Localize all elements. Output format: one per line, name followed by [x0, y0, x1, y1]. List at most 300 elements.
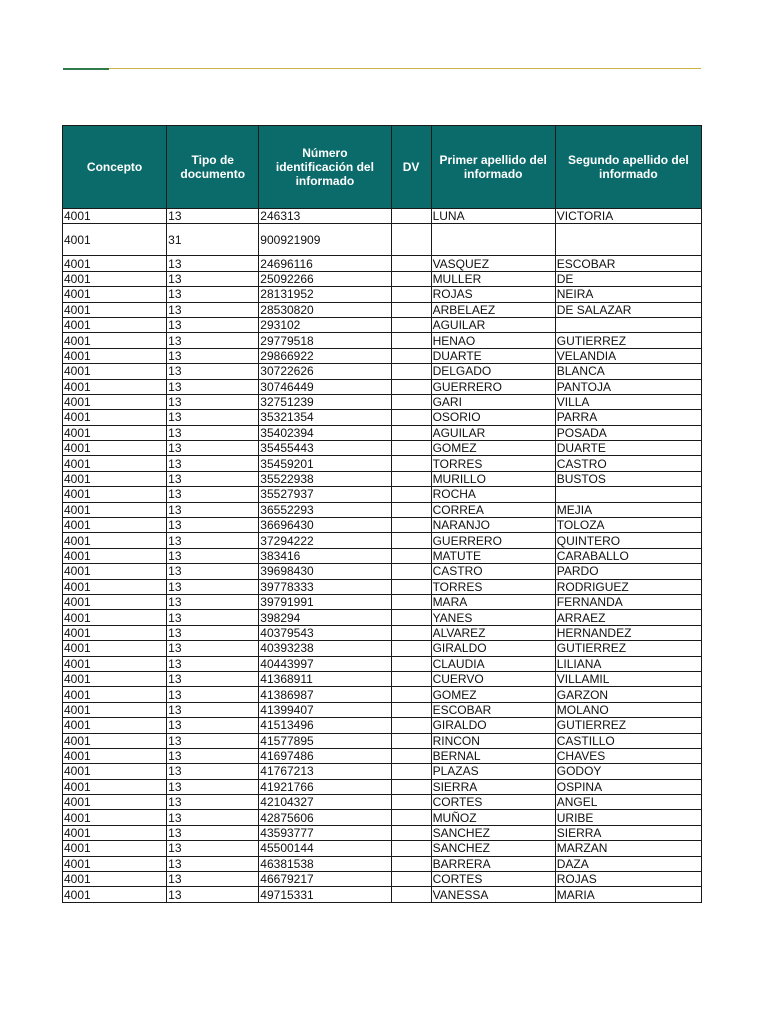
table-row [63, 733, 702, 748]
cell-segundo-apellido: CASTILLO [555, 733, 701, 748]
cell-numero-identificacion: 383416 [259, 548, 391, 563]
table-row [63, 209, 702, 224]
cell-concepto: 4001 [63, 441, 167, 456]
cell-numero-identificacion: 293102 [259, 317, 391, 332]
cell-numero-identificacion: 35455443 [259, 441, 391, 456]
cell-primer-apellido: GARI [431, 394, 555, 409]
cell-segundo-apellido: PARDO [555, 564, 701, 579]
cell-primer-apellido: GUERRERO [431, 533, 555, 548]
cell-tipo-documento: 13 [167, 887, 259, 902]
table-body [63, 209, 702, 903]
cell-concepto: 4001 [63, 625, 167, 640]
cell-primer-apellido: ARBELAEZ [431, 302, 555, 317]
cell-dv [391, 209, 431, 224]
cell-primer-apellido: NARANJO [431, 518, 555, 533]
cell-numero-identificacion: 29779518 [259, 333, 391, 348]
cell-tipo-documento: 13 [167, 533, 259, 548]
cell-segundo-apellido: LILIANA [555, 656, 701, 671]
cell-tipo-documento: 13 [167, 287, 259, 302]
cell-dv [391, 748, 431, 763]
cell-primer-apellido: TORRES [431, 579, 555, 594]
table-row [63, 718, 702, 733]
header-segundo-apellido: Segundo apellido del informado [555, 126, 701, 209]
cell-numero-identificacion: 35321354 [259, 410, 391, 425]
cell-concepto: 4001 [63, 887, 167, 902]
cell-concepto: 4001 [63, 841, 167, 856]
table-row [63, 856, 702, 871]
cell-tipo-documento: 13 [167, 702, 259, 717]
cell-segundo-apellido: POSADA [555, 425, 701, 440]
cell-concepto: 4001 [63, 533, 167, 548]
cell-dv [391, 764, 431, 779]
cell-numero-identificacion: 45500144 [259, 841, 391, 856]
cell-tipo-documento: 13 [167, 394, 259, 409]
table-row [63, 394, 702, 409]
table-row [63, 872, 702, 887]
cell-dv [391, 302, 431, 317]
table-row [63, 564, 702, 579]
cell-dv [391, 733, 431, 748]
cell-concepto: 4001 [63, 825, 167, 840]
cell-tipo-documento: 13 [167, 364, 259, 379]
cell-numero-identificacion: 41368911 [259, 671, 391, 686]
table-row [63, 379, 702, 394]
cell-segundo-apellido: GUTIERREZ [555, 718, 701, 733]
cell-primer-apellido: BERNAL [431, 748, 555, 763]
header-dv: DV [391, 126, 431, 209]
table-row [63, 671, 702, 686]
cell-dv [391, 810, 431, 825]
cell-numero-identificacion: 42875606 [259, 810, 391, 825]
cell-concepto: 4001 [63, 379, 167, 394]
cell-tipo-documento: 13 [167, 779, 259, 794]
cell-concepto: 4001 [63, 656, 167, 671]
cell-tipo-documento: 13 [167, 333, 259, 348]
cell-numero-identificacion: 41386987 [259, 687, 391, 702]
cell-numero-identificacion: 49715331 [259, 887, 391, 902]
table-row [63, 518, 702, 533]
cell-primer-apellido: DELGADO [431, 364, 555, 379]
cell-numero-identificacion: 41697486 [259, 748, 391, 763]
cell-tipo-documento: 13 [167, 718, 259, 733]
cell-primer-apellido: ROCHA [431, 487, 555, 502]
cell-dv [391, 579, 431, 594]
cell-segundo-apellido: MARZAN [555, 841, 701, 856]
cell-primer-apellido: MARA [431, 594, 555, 609]
cell-primer-apellido: ESCOBAR [431, 702, 555, 717]
cell-tipo-documento: 13 [167, 564, 259, 579]
cell-primer-apellido: HENAO [431, 333, 555, 348]
cell-dv [391, 625, 431, 640]
cell-primer-apellido: MATUTE [431, 548, 555, 563]
cell-segundo-apellido: CASTRO [555, 456, 701, 471]
cell-dv [391, 256, 431, 271]
cell-concepto: 4001 [63, 718, 167, 733]
cell-numero-identificacion: 30722626 [259, 364, 391, 379]
cell-primer-apellido: ROJAS [431, 287, 555, 302]
cell-tipo-documento: 13 [167, 625, 259, 640]
cell-concepto: 4001 [63, 209, 167, 224]
cell-dv [391, 610, 431, 625]
cell-concepto: 4001 [63, 671, 167, 686]
cell-concepto: 4001 [63, 348, 167, 363]
cell-primer-apellido: MUÑOZ [431, 810, 555, 825]
cell-primer-apellido: MURILLO [431, 471, 555, 486]
cell-numero-identificacion: 25092266 [259, 271, 391, 286]
cell-tipo-documento: 13 [167, 641, 259, 656]
cell-dv [391, 594, 431, 609]
cell-segundo-apellido: MARIA [555, 887, 701, 902]
cell-tipo-documento: 13 [167, 317, 259, 332]
cell-segundo-apellido: VELANDIA [555, 348, 701, 363]
cell-dv [391, 795, 431, 810]
table-row [63, 748, 702, 763]
header-tipo-documento: Tipo de documento [167, 126, 259, 209]
table-row [63, 302, 702, 317]
cell-segundo-apellido: QUINTERO [555, 533, 701, 548]
cell-numero-identificacion: 46381538 [259, 856, 391, 871]
table-row [63, 471, 702, 486]
cell-concepto: 4001 [63, 224, 167, 256]
cell-numero-identificacion: 35527937 [259, 487, 391, 502]
table-header-row [63, 126, 702, 209]
cell-dv [391, 841, 431, 856]
cell-numero-identificacion: 36696430 [259, 518, 391, 533]
cell-concepto: 4001 [63, 856, 167, 871]
cell-segundo-apellido: RODRIGUEZ [555, 579, 701, 594]
cell-dv [391, 687, 431, 702]
cell-segundo-apellido [555, 317, 701, 332]
cell-segundo-apellido: TOLOZA [555, 518, 701, 533]
cell-concepto: 4001 [63, 518, 167, 533]
cell-dv [391, 779, 431, 794]
cell-primer-apellido: SANCHEZ [431, 825, 555, 840]
table-row [63, 548, 702, 563]
cell-segundo-apellido: ESCOBAR [555, 256, 701, 271]
cell-segundo-apellido: GUTIERREZ [555, 333, 701, 348]
cell-concepto: 4001 [63, 394, 167, 409]
cell-tipo-documento: 13 [167, 795, 259, 810]
cell-concepto: 4001 [63, 579, 167, 594]
table-row [63, 579, 702, 594]
cell-dv [391, 287, 431, 302]
cell-tipo-documento: 13 [167, 748, 259, 763]
cell-primer-apellido: CUERVO [431, 671, 555, 686]
table-row [63, 764, 702, 779]
table-row [63, 625, 702, 640]
cell-primer-apellido: ALVAREZ [431, 625, 555, 640]
cell-tipo-documento: 13 [167, 410, 259, 425]
cell-primer-apellido: YANES [431, 610, 555, 625]
cell-segundo-apellido: FERNANDA [555, 594, 701, 609]
table-row [63, 364, 702, 379]
cell-segundo-apellido: MEJIA [555, 502, 701, 517]
cell-segundo-apellido: GUTIERREZ [555, 641, 701, 656]
cell-concepto: 4001 [63, 317, 167, 332]
cell-concepto: 4001 [63, 287, 167, 302]
cell-concepto: 4001 [63, 256, 167, 271]
cell-primer-apellido [431, 224, 555, 256]
cell-tipo-documento: 13 [167, 687, 259, 702]
cell-primer-apellido: CASTRO [431, 564, 555, 579]
cell-primer-apellido: OSORIO [431, 410, 555, 425]
cell-tipo-documento: 13 [167, 256, 259, 271]
cell-numero-identificacion: 40379543 [259, 625, 391, 640]
cell-dv [391, 518, 431, 533]
cell-segundo-apellido: URIBE [555, 810, 701, 825]
table-row [63, 795, 702, 810]
cell-numero-identificacion: 246313 [259, 209, 391, 224]
table-row [63, 810, 702, 825]
cell-numero-identificacion: 41399407 [259, 702, 391, 717]
cell-segundo-apellido: BLANCA [555, 364, 701, 379]
cell-concepto: 4001 [63, 333, 167, 348]
cell-primer-apellido: MULLER [431, 271, 555, 286]
table-row [63, 317, 702, 332]
table-row [63, 533, 702, 548]
cell-tipo-documento: 13 [167, 733, 259, 748]
cell-concepto: 4001 [63, 687, 167, 702]
cell-primer-apellido: TORRES [431, 456, 555, 471]
cell-tipo-documento: 13 [167, 671, 259, 686]
cell-concepto: 4001 [63, 364, 167, 379]
header-concepto: Concepto [63, 126, 167, 209]
cell-dv [391, 702, 431, 717]
cell-numero-identificacion: 28530820 [259, 302, 391, 317]
cell-concepto: 4001 [63, 748, 167, 763]
table-row [63, 887, 702, 902]
cell-segundo-apellido: GARZON [555, 687, 701, 702]
table-row [63, 841, 702, 856]
table-row [63, 487, 702, 502]
table-row [63, 271, 702, 286]
cell-dv [391, 718, 431, 733]
table-row [63, 348, 702, 363]
cell-segundo-apellido: MOLANO [555, 702, 701, 717]
cell-segundo-apellido: OSPINA [555, 779, 701, 794]
cell-segundo-apellido: NEIRA [555, 287, 701, 302]
cell-tipo-documento: 13 [167, 856, 259, 871]
cell-concepto: 4001 [63, 733, 167, 748]
cell-segundo-apellido: VILLA [555, 394, 701, 409]
cell-tipo-documento: 13 [167, 841, 259, 856]
cell-tipo-documento: 13 [167, 579, 259, 594]
table-row [63, 287, 702, 302]
cell-numero-identificacion: 29866922 [259, 348, 391, 363]
cell-numero-identificacion: 40443997 [259, 656, 391, 671]
cell-segundo-apellido: CHAVES [555, 748, 701, 763]
table-row [63, 779, 702, 794]
cell-tipo-documento: 13 [167, 825, 259, 840]
cell-numero-identificacion: 900921909 [259, 224, 391, 256]
table-row [63, 333, 702, 348]
cell-primer-apellido: GIRALDO [431, 641, 555, 656]
cell-concepto: 4001 [63, 564, 167, 579]
cell-concepto: 4001 [63, 471, 167, 486]
cell-primer-apellido: CLAUDIA [431, 656, 555, 671]
cell-numero-identificacion: 35522938 [259, 471, 391, 486]
table-row [63, 425, 702, 440]
cell-tipo-documento: 13 [167, 548, 259, 563]
cell-numero-identificacion: 35459201 [259, 456, 391, 471]
cell-primer-apellido: GUERRERO [431, 379, 555, 394]
cell-tipo-documento: 13 [167, 441, 259, 456]
top-divider [63, 68, 701, 69]
cell-dv [391, 825, 431, 840]
cell-numero-identificacion: 46679217 [259, 872, 391, 887]
cell-numero-identificacion: 41513496 [259, 718, 391, 733]
cell-segundo-apellido: PANTOJA [555, 379, 701, 394]
cell-tipo-documento: 13 [167, 610, 259, 625]
cell-tipo-documento: 13 [167, 502, 259, 517]
cell-primer-apellido: CORTES [431, 795, 555, 810]
cell-segundo-apellido: DE SALAZAR [555, 302, 701, 317]
cell-tipo-documento: 13 [167, 209, 259, 224]
table-row [63, 456, 702, 471]
cell-segundo-apellido: PARRA [555, 410, 701, 425]
cell-dv [391, 333, 431, 348]
cell-numero-identificacion: 39778333 [259, 579, 391, 594]
cell-concepto: 4001 [63, 502, 167, 517]
cell-primer-apellido: RINCON [431, 733, 555, 748]
cell-numero-identificacion: 28131952 [259, 287, 391, 302]
cell-primer-apellido: LUNA [431, 209, 555, 224]
table-row [63, 256, 702, 271]
top-divider-accent [63, 68, 109, 70]
cell-tipo-documento: 13 [167, 379, 259, 394]
cell-concepto: 4001 [63, 810, 167, 825]
cell-dv [391, 656, 431, 671]
cell-dv [391, 548, 431, 563]
cell-segundo-apellido: GODOY [555, 764, 701, 779]
cell-tipo-documento: 31 [167, 224, 259, 256]
cell-dv [391, 564, 431, 579]
cell-concepto: 4001 [63, 456, 167, 471]
cell-dv [391, 671, 431, 686]
cell-dv [391, 224, 431, 256]
cell-numero-identificacion: 37294222 [259, 533, 391, 548]
cell-segundo-apellido: ROJAS [555, 872, 701, 887]
table-row [63, 702, 702, 717]
cell-numero-identificacion: 30746449 [259, 379, 391, 394]
cell-tipo-documento: 13 [167, 872, 259, 887]
cell-numero-identificacion: 41767213 [259, 764, 391, 779]
cell-segundo-apellido [555, 224, 701, 256]
cell-numero-identificacion: 42104327 [259, 795, 391, 810]
cell-tipo-documento: 13 [167, 594, 259, 609]
cell-tipo-documento: 13 [167, 425, 259, 440]
cell-numero-identificacion: 39698430 [259, 564, 391, 579]
cell-segundo-apellido: BUSTOS [555, 471, 701, 486]
cell-concepto: 4001 [63, 610, 167, 625]
table-row [63, 224, 702, 256]
cell-numero-identificacion: 40393238 [259, 641, 391, 656]
cell-primer-apellido: CORREA [431, 502, 555, 517]
cell-dv [391, 456, 431, 471]
cell-dv [391, 394, 431, 409]
cell-primer-apellido: SANCHEZ [431, 841, 555, 856]
cell-tipo-documento: 13 [167, 487, 259, 502]
cell-segundo-apellido: HERNANDEZ [555, 625, 701, 640]
cell-dv [391, 872, 431, 887]
cell-dv [391, 533, 431, 548]
cell-primer-apellido: GIRALDO [431, 718, 555, 733]
table-row [63, 641, 702, 656]
cell-dv [391, 425, 431, 440]
cell-primer-apellido: SIERRA [431, 779, 555, 794]
cell-tipo-documento: 13 [167, 518, 259, 533]
cell-concepto: 4001 [63, 271, 167, 286]
cell-dv [391, 271, 431, 286]
cell-primer-apellido: GOMEZ [431, 687, 555, 702]
cell-segundo-apellido: VILLAMIL [555, 671, 701, 686]
header-numero-identificacion: Número identificación del informado [259, 126, 391, 209]
cell-tipo-documento: 13 [167, 810, 259, 825]
cell-concepto: 4001 [63, 302, 167, 317]
cell-tipo-documento: 13 [167, 656, 259, 671]
cell-primer-apellido: AGUILAR [431, 317, 555, 332]
cell-primer-apellido: CORTES [431, 872, 555, 887]
cell-concepto: 4001 [63, 425, 167, 440]
cell-numero-identificacion: 35402394 [259, 425, 391, 440]
table-row [63, 502, 702, 517]
cell-segundo-apellido: SIERRA [555, 825, 701, 840]
cell-dv [391, 856, 431, 871]
cell-numero-identificacion: 41921766 [259, 779, 391, 794]
cell-numero-identificacion: 398294 [259, 610, 391, 625]
table-row [63, 687, 702, 702]
cell-dv [391, 348, 431, 363]
cell-segundo-apellido: DUARTE [555, 441, 701, 456]
cell-concepto: 4001 [63, 702, 167, 717]
table-row [63, 610, 702, 625]
cell-primer-apellido: VASQUEZ [431, 256, 555, 271]
cell-numero-identificacion: 32751239 [259, 394, 391, 409]
cell-tipo-documento: 13 [167, 302, 259, 317]
cell-tipo-documento: 13 [167, 471, 259, 486]
cell-segundo-apellido: ARRAEZ [555, 610, 701, 625]
cell-tipo-documento: 13 [167, 348, 259, 363]
cell-dv [391, 502, 431, 517]
cell-concepto: 4001 [63, 410, 167, 425]
header-primer-apellido: Primer apellido del informado [431, 126, 555, 209]
cell-dv [391, 410, 431, 425]
cell-segundo-apellido: DE [555, 271, 701, 286]
informados-table [62, 125, 702, 903]
cell-segundo-apellido [555, 487, 701, 502]
cell-dv [391, 641, 431, 656]
cell-numero-identificacion: 24696116 [259, 256, 391, 271]
cell-dv [391, 441, 431, 456]
cell-concepto: 4001 [63, 779, 167, 794]
cell-numero-identificacion: 43593777 [259, 825, 391, 840]
cell-primer-apellido: VANESSA [431, 887, 555, 902]
cell-concepto: 4001 [63, 594, 167, 609]
table-row [63, 825, 702, 840]
cell-concepto: 4001 [63, 548, 167, 563]
cell-dv [391, 364, 431, 379]
cell-dv [391, 887, 431, 902]
cell-segundo-apellido: CARABALLO [555, 548, 701, 563]
table-row [63, 410, 702, 425]
cell-primer-apellido: DUARTE [431, 348, 555, 363]
table-row [63, 441, 702, 456]
cell-dv [391, 379, 431, 394]
table-row [63, 656, 702, 671]
cell-numero-identificacion: 39791991 [259, 594, 391, 609]
cell-numero-identificacion: 36552293 [259, 502, 391, 517]
cell-concepto: 4001 [63, 872, 167, 887]
